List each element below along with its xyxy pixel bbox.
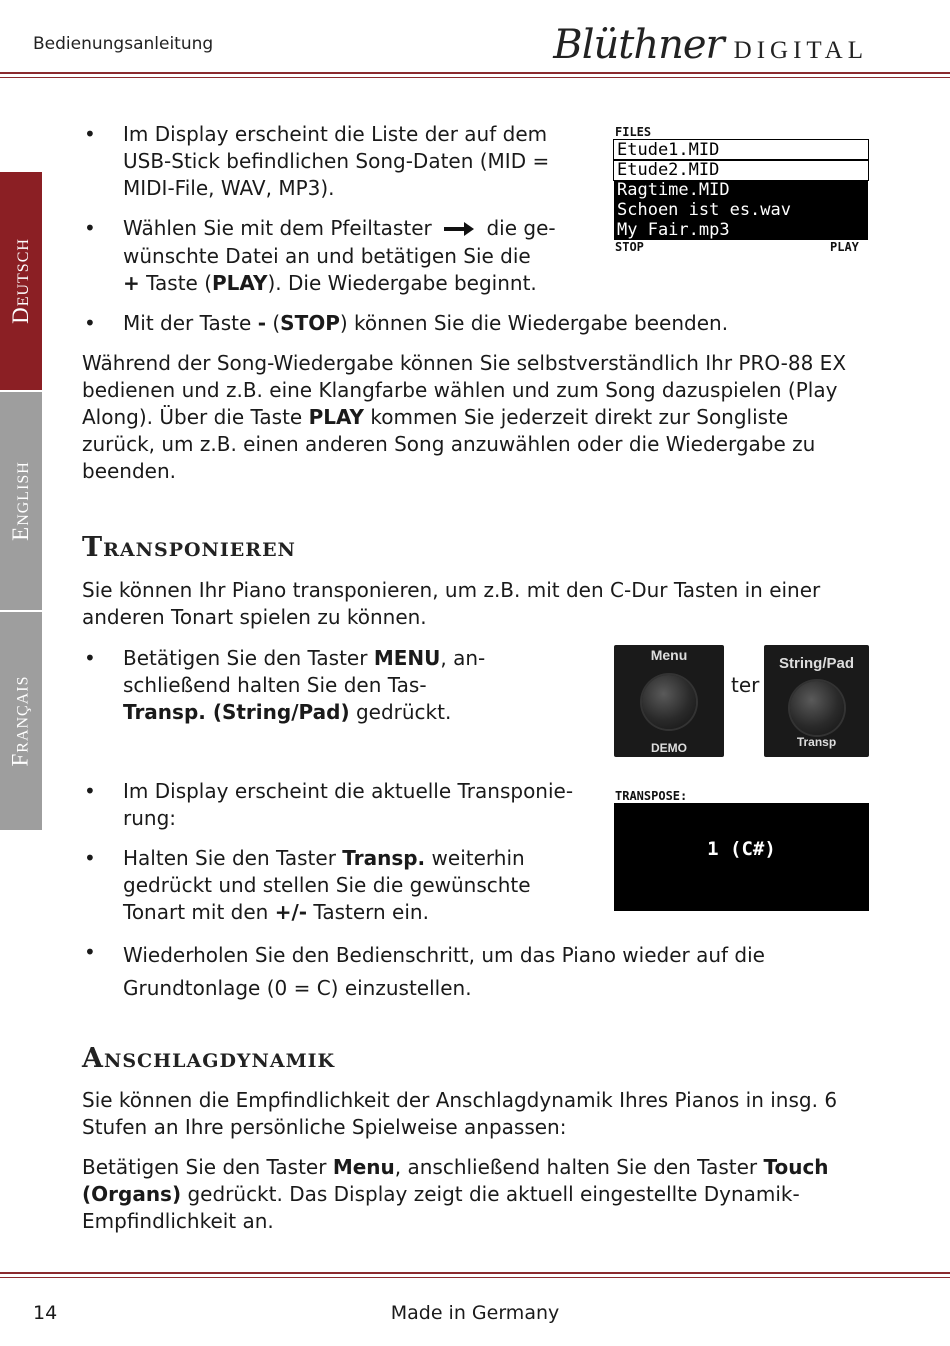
bullet-marker: • [84,216,96,240]
text: Tastern ein. [313,900,429,924]
play-key: PLAY [212,271,268,295]
stop-softkey: STOP [615,240,644,254]
transpose-display-label: TRANSPOSE: [615,789,688,803]
footer-center-text: Made in Germany [390,1302,560,1324]
file-list-item[interactable]: My Fair.mp3 [614,220,868,240]
plus-minus-key: +/- [274,900,308,924]
text: Wählen Sie mit dem Pfeiltaster [123,216,432,240]
right-arrow-icon [444,216,474,243]
usb-paragraph [82,350,867,485]
text: wünschte Datei an und betätigen Sie die [123,244,531,268]
plus-key: + [123,271,140,295]
page-number: 14 [33,1302,58,1324]
usb-bullet-3 [123,310,883,337]
text: ) können Sie die Wiedergabe beenden. [339,311,729,335]
footer-rule [0,1272,950,1274]
transpose-bullet-3 [123,845,593,926]
text: Taste ( [146,271,213,295]
bullet-marker: • [84,646,96,670]
transpose-display [614,803,869,911]
file-list-item[interactable]: Etude2.MID [614,160,868,180]
transp-key: Transp. [342,846,426,870]
sidetab-english[interactable] [0,392,42,610]
files-display [614,140,868,240]
heading-transponieren: Transponieren [82,532,296,563]
text: Mit der Taste [123,311,252,335]
text: weiterhin gedrückt und stellen Sie die gewünschte Tonart mit den [123,846,531,924]
text: gedrückt. [355,700,452,724]
files-display-label: FILES [615,125,652,139]
text: ( [272,311,281,335]
string-pad-knob [790,681,844,735]
sidetab-label: Deutsch [8,238,33,324]
menu-button-label: Menu [650,647,688,663]
text: Betätigen Sie den Taster [82,1155,327,1179]
usb-bullet-1: Im Display erscheint die Liste der auf dem USB-Stick befindlichen Song-Daten (MID = MIDI-File, WAV, MP3). [123,122,550,200]
menu-key: Menu [332,1155,395,1179]
bullet-marker: • [84,846,96,870]
usb-bullet-2 [123,215,593,297]
brand-digital: DIGITAL [733,37,868,64]
transp-key: Transp. (String/Pad) [123,700,350,724]
file-list-item[interactable]: Schoen ist es.wav [614,200,868,220]
bullet-marker: • [84,940,96,964]
bullet-marker: • [84,311,96,335]
anschlag-paragraph-2 [82,1154,852,1235]
sidetab-deutsch[interactable] [0,172,42,390]
between-buttons-text: ter [731,673,760,697]
text: , anschließend halten Sie den Taster [394,1155,758,1179]
stop-key: STOP [280,311,340,335]
transpose-value: 1 (C#) [707,838,776,860]
demo-label: DEMO [651,741,687,755]
footer-rule-thin [0,1277,950,1278]
text: gedrückt. Das Display zeigt die aktuell eingestellte Dynamik-Empfindlichkeit an. [82,1182,800,1233]
menu-key: MENU [373,646,441,670]
transpose-bullet-4: Wiederholen Sie den Bedienschritt, um das Piano wieder auf die Grundtonlage (0 = C) einzustellen. [123,943,765,1000]
play-key: PLAY [308,405,365,429]
text: Halten Sie den Taster [123,846,336,870]
text: , an- [440,646,486,670]
brand-logo [553,22,868,68]
sidetab-label: Français [8,675,33,767]
touch-key: Touch (Organs) [82,1155,829,1206]
transpose-intro: Sie können Ihr Piano transponieren, um z.B. mit den C-Dur Tasten in einer anderen Tonart spielen zu können. [82,578,821,629]
play-softkey: PLAY [830,240,859,254]
string-pad-button-photo [764,645,869,757]
text: kommen Sie jederzeit direkt zur Songliste zurück, um z.B. einen anderen Song anzuwählen oder die Wiedergabe zu beenden. [82,405,816,483]
bullet-marker: • [84,779,96,803]
text: Während der Song-Wiedergabe können Sie selbstverständlich Ihr PRO-88 EX bedienen und z.B. eine Klangfarbe wählen und zum Song dazuspielen (Play Along). Über die Taste [82,351,847,429]
bullet-marker: • [84,122,96,146]
file-list-item[interactable]: Etude1.MID [614,140,868,160]
text: schließend halten Sie den Tas- [123,673,427,697]
string-pad-label: String/Pad [778,655,854,672]
text: Betätigen Sie den Taster [123,646,368,670]
brand-script: Blüthner [553,22,724,68]
header-rule [0,72,950,74]
text: die ge- [486,216,556,240]
transpose-bullet-2: Im Display erscheint die aktuelle Transponie-rung: [123,779,574,830]
sidetab-label: English [8,461,33,541]
menu-button-knob [642,675,696,729]
heading-anschlagdynamik: Anschlagdynamik [82,1043,336,1074]
transpose-bullet-1 [123,645,523,726]
menu-button-photo [614,645,724,757]
transp-label: Transp [796,735,837,749]
minus-key: - [257,311,266,335]
header-section-label: Bedienungsanleitung [33,34,214,54]
file-list-item[interactable]: Ragtime.MID [614,180,868,200]
sidetab-francais[interactable] [0,612,42,830]
text: ). Die Wiedergabe beginnt. [267,271,537,295]
anschlag-paragraph-1: Sie können die Empfindlichkeit der Anschlagdynamik Ihres Pianos in insg. 6 Stufen an Ihre persönliche Spielweise anpassen: [82,1088,838,1139]
header-rule-thin [0,77,950,78]
